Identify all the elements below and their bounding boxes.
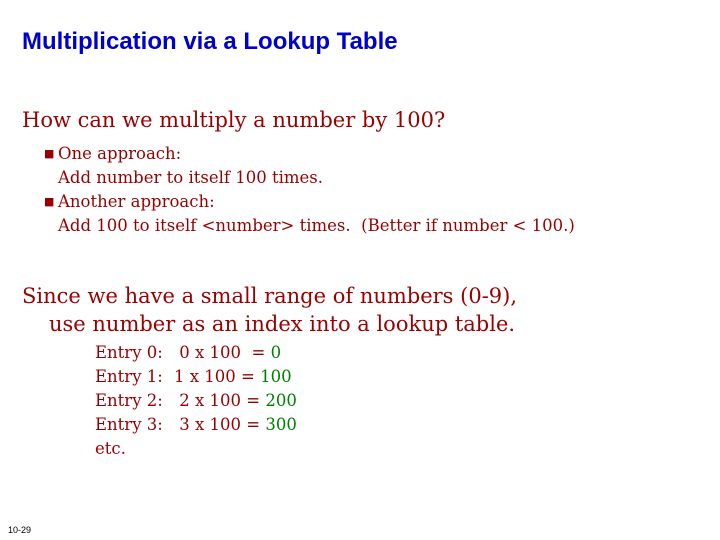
entry-label: Entry 3: <box>95 415 163 434</box>
entry-expression: 2 x 100 = <box>174 391 266 410</box>
etc-text: etc. <box>95 439 126 458</box>
bullet-item <box>44 190 575 238</box>
entry-expression: 3 x 100 = <box>174 415 266 434</box>
bullet-content <box>58 142 323 190</box>
table-row <box>95 389 297 413</box>
square-bullet-icon: ■ <box>44 195 55 208</box>
square-bullet-icon: ■ <box>44 147 55 160</box>
since-paragraph <box>22 282 517 338</box>
entry-label: Entry 1: <box>95 367 163 386</box>
bullet-detail: Add 100 to itself <number> times. (Better if number < 100.) <box>58 216 575 235</box>
lookup-table <box>95 341 297 461</box>
bullet-heading: One approach: <box>58 144 182 163</box>
bullet-heading: Another approach: <box>58 192 215 211</box>
entry-expression: 0 x 100 = <box>174 343 271 362</box>
table-row <box>95 365 297 389</box>
entry-result: 0 <box>270 343 282 362</box>
bullet-content <box>58 190 575 238</box>
slide-title: Multiplication via a Lookup Table <box>22 28 398 55</box>
table-row <box>95 341 297 365</box>
entry-result: 200 <box>265 391 297 410</box>
bullet-detail: Add number to itself 100 times. <box>58 168 323 187</box>
entry-result: 300 <box>265 415 297 434</box>
entry-result: 100 <box>260 367 292 386</box>
question-text: How can we multiply a number by 100? <box>22 108 446 132</box>
bullet-item <box>44 142 575 190</box>
since-line-1: Since we have a small range of numbers (0-9), <box>22 284 518 308</box>
entry-label: Entry 2: <box>95 391 163 410</box>
entry-label: Entry 0: <box>95 343 163 362</box>
slide-number: 10-29 <box>8 525 32 535</box>
bullet-list <box>44 142 575 238</box>
entry-expression: 1 x 100 = <box>174 367 261 386</box>
since-line-2: use number as an index into a lookup table. <box>49 312 516 336</box>
table-row <box>95 413 297 437</box>
